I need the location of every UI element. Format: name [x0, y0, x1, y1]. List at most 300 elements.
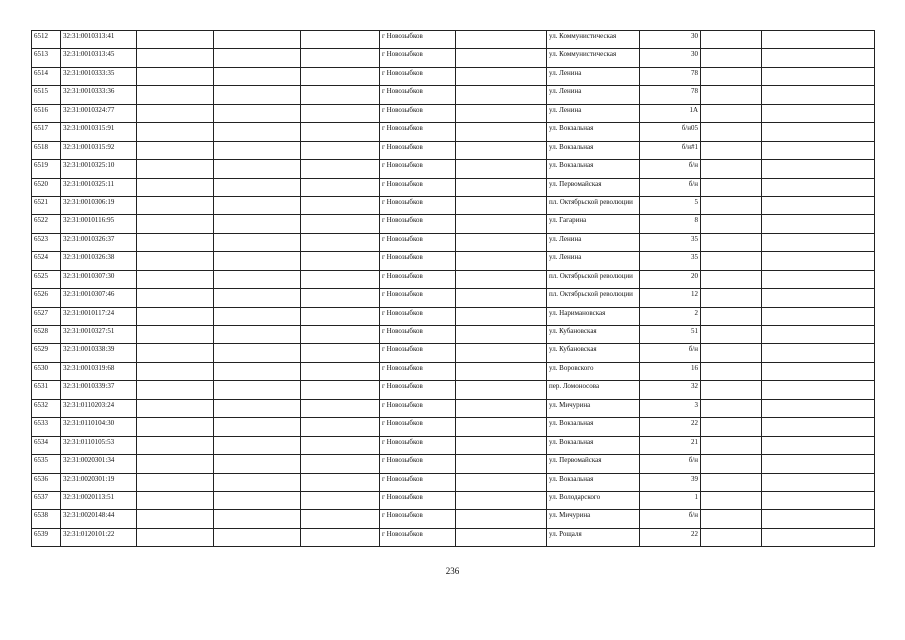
empty-cell [214, 344, 301, 362]
empty-cell [701, 215, 762, 233]
empty-cell [456, 436, 547, 454]
row-number-cell: 6521 [32, 196, 61, 214]
empty-cell [214, 141, 301, 159]
empty-cell [456, 473, 547, 491]
city-cell: г Новозыбков [380, 86, 456, 104]
cadastral-number-cell: 32:31:0020301:19 [61, 473, 137, 491]
empty-cell [456, 104, 547, 122]
empty-cell [137, 31, 214, 49]
empty-cell [214, 178, 301, 196]
table-row [32, 381, 875, 399]
empty-cell [701, 362, 762, 380]
street-cell: ул. Кубановская [547, 326, 640, 344]
empty-cell [301, 473, 380, 491]
empty-cell [701, 233, 762, 251]
empty-cell [137, 344, 214, 362]
house-number-cell: 35 [640, 233, 701, 251]
empty-cell [137, 491, 214, 509]
row-number-cell: 6518 [32, 141, 61, 159]
house-number-cell: 30 [640, 49, 701, 67]
row-number-cell: 6514 [32, 67, 61, 85]
empty-cell [762, 160, 875, 178]
empty-cell [762, 196, 875, 214]
empty-cell [762, 399, 875, 417]
city-cell: г Новозыбков [380, 436, 456, 454]
empty-cell [762, 528, 875, 546]
empty-cell [301, 178, 380, 196]
empty-cell [456, 326, 547, 344]
cadastral-number-cell: 32:31:0010338:39 [61, 344, 137, 362]
empty-cell [137, 67, 214, 85]
table-row [32, 67, 875, 85]
empty-cell [214, 510, 301, 528]
city-cell: г Новозыбков [380, 104, 456, 122]
table-row [32, 289, 875, 307]
street-cell: ул. Вокзальная [547, 160, 640, 178]
empty-cell [456, 123, 547, 141]
empty-cell [301, 326, 380, 344]
empty-cell [214, 399, 301, 417]
table-row [32, 104, 875, 122]
cadastral-number-cell: 32:31:0010326:37 [61, 233, 137, 251]
cadastral-number-cell: 32:31:0010117:24 [61, 307, 137, 325]
empty-cell [456, 67, 547, 85]
empty-cell [214, 473, 301, 491]
empty-cell [762, 418, 875, 436]
row-number-cell: 6516 [32, 104, 61, 122]
empty-cell [301, 160, 380, 178]
house-number-cell: 2 [640, 307, 701, 325]
empty-cell [762, 49, 875, 67]
empty-cell [456, 381, 547, 399]
empty-cell [214, 491, 301, 509]
row-number-cell: 6513 [32, 49, 61, 67]
row-number-cell: 6530 [32, 362, 61, 380]
empty-cell [456, 31, 547, 49]
street-cell: ул. Первомайская [547, 178, 640, 196]
empty-cell [214, 67, 301, 85]
street-cell: ул. Ленина [547, 67, 640, 85]
table-row [32, 178, 875, 196]
cadastral-number-cell: 32:31:0010319:68 [61, 362, 137, 380]
empty-cell [214, 418, 301, 436]
table-row [32, 270, 875, 288]
empty-cell [137, 141, 214, 159]
empty-cell [301, 399, 380, 417]
empty-cell [701, 307, 762, 325]
cadastral-number-cell: 32:31:0110105:53 [61, 436, 137, 454]
street-cell: ул. Вокзальная [547, 436, 640, 454]
cadastral-number-cell: 32:31:0010307:30 [61, 270, 137, 288]
empty-cell [214, 86, 301, 104]
house-number-cell: б/н [640, 344, 701, 362]
table-row [32, 436, 875, 454]
empty-cell [456, 418, 547, 436]
table-row [32, 399, 875, 417]
empty-cell [301, 215, 380, 233]
empty-cell [137, 160, 214, 178]
empty-cell [214, 362, 301, 380]
empty-cell [456, 289, 547, 307]
empty-cell [762, 104, 875, 122]
empty-cell [701, 178, 762, 196]
empty-cell [701, 31, 762, 49]
cadastral-number-cell: 32:31:0020301:34 [61, 455, 137, 473]
row-number-cell: 6527 [32, 307, 61, 325]
empty-cell [456, 233, 547, 251]
empty-cell [456, 196, 547, 214]
row-number-cell: 6512 [32, 31, 61, 49]
empty-cell [762, 233, 875, 251]
house-number-cell: б/н05 [640, 123, 701, 141]
row-number-cell: 6533 [32, 418, 61, 436]
empty-cell [701, 473, 762, 491]
house-number-cell: 20 [640, 270, 701, 288]
city-cell: г Новозыбков [380, 455, 456, 473]
city-cell: г Новозыбков [380, 270, 456, 288]
empty-cell [301, 344, 380, 362]
city-cell: г Новозыбков [380, 141, 456, 159]
cadastral-number-cell: 32:31:0010325:11 [61, 178, 137, 196]
cadastral-number-cell: 32:31:0010307:46 [61, 289, 137, 307]
cadastral-number-cell: 32:31:0010315:91 [61, 123, 137, 141]
cadastral-number-cell: 32:31:0010327:51 [61, 326, 137, 344]
city-cell: г Новозыбков [380, 289, 456, 307]
street-cell: пл. Октябрьской революции [547, 270, 640, 288]
empty-cell [301, 233, 380, 251]
empty-cell [137, 178, 214, 196]
table-row [32, 233, 875, 251]
city-cell: г Новозыбков [380, 326, 456, 344]
city-cell: г Новозыбков [380, 510, 456, 528]
house-number-cell: б/н [640, 455, 701, 473]
empty-cell [214, 252, 301, 270]
empty-cell [137, 289, 214, 307]
empty-cell [301, 362, 380, 380]
empty-cell [214, 123, 301, 141]
table-row [32, 123, 875, 141]
cadastral-number-cell: 32:31:0110104:30 [61, 418, 137, 436]
empty-cell [301, 141, 380, 159]
empty-cell [137, 528, 214, 546]
empty-cell [456, 86, 547, 104]
city-cell: г Новозыбков [380, 160, 456, 178]
table-row [32, 491, 875, 509]
row-number-cell: 6531 [32, 381, 61, 399]
house-number-cell: 21 [640, 436, 701, 454]
house-number-cell: б/н [640, 178, 701, 196]
empty-cell [214, 31, 301, 49]
cadastral-number-cell: 32:31:0010333:35 [61, 67, 137, 85]
cadastral-number-cell: 32:31:0010333:36 [61, 86, 137, 104]
empty-cell [214, 104, 301, 122]
empty-cell [701, 510, 762, 528]
empty-cell [301, 31, 380, 49]
empty-cell [456, 362, 547, 380]
street-cell: пл. Октябрьской революции [547, 289, 640, 307]
empty-cell [762, 178, 875, 196]
empty-cell [701, 528, 762, 546]
empty-cell [762, 326, 875, 344]
city-cell: г Новозыбков [380, 233, 456, 251]
city-cell: г Новозыбков [380, 196, 456, 214]
empty-cell [301, 104, 380, 122]
empty-cell [762, 491, 875, 509]
table-row [32, 252, 875, 270]
empty-cell [701, 436, 762, 454]
street-cell: ул. Рощаля [547, 528, 640, 546]
empty-cell [214, 270, 301, 288]
street-cell: ул. Ленина [547, 104, 640, 122]
row-number-cell: 6535 [32, 455, 61, 473]
row-number-cell: 6522 [32, 215, 61, 233]
empty-cell [762, 141, 875, 159]
cadastral-number-cell: 32:31:0010306:19 [61, 196, 137, 214]
table-row [32, 31, 875, 49]
empty-cell [701, 455, 762, 473]
empty-cell [762, 381, 875, 399]
empty-cell [762, 67, 875, 85]
city-cell: г Новозыбков [380, 399, 456, 417]
cadastral-number-cell: 32:31:0010313:41 [61, 31, 137, 49]
empty-cell [762, 473, 875, 491]
table-row [32, 49, 875, 67]
empty-cell [762, 215, 875, 233]
row-number-cell: 6524 [32, 252, 61, 270]
empty-cell [456, 141, 547, 159]
row-number-cell: 6517 [32, 123, 61, 141]
empty-cell [701, 491, 762, 509]
cadastral-number-cell: 32:31:0020148:44 [61, 510, 137, 528]
city-cell: г Новозыбков [380, 215, 456, 233]
empty-cell [701, 86, 762, 104]
row-number-cell: 6529 [32, 344, 61, 362]
city-cell: г Новозыбков [380, 344, 456, 362]
table-row [32, 528, 875, 546]
empty-cell [701, 141, 762, 159]
empty-cell [456, 270, 547, 288]
empty-cell [137, 473, 214, 491]
table-row [32, 215, 875, 233]
empty-cell [456, 344, 547, 362]
row-number-cell: 6536 [32, 473, 61, 491]
row-number-cell: 6537 [32, 491, 61, 509]
empty-cell [137, 270, 214, 288]
empty-cell [137, 123, 214, 141]
street-cell: ул. Мичурина [547, 399, 640, 417]
empty-cell [214, 307, 301, 325]
street-cell: ул. Ленина [547, 252, 640, 270]
cadastral-number-cell: 32:31:0010116:95 [61, 215, 137, 233]
empty-cell [301, 86, 380, 104]
cadastral-number-cell: 32:31:0120101:22 [61, 528, 137, 546]
empty-cell [701, 49, 762, 67]
empty-cell [456, 455, 547, 473]
empty-cell [301, 418, 380, 436]
empty-cell [301, 270, 380, 288]
empty-cell [701, 344, 762, 362]
empty-cell [456, 215, 547, 233]
street-cell: ул. Вокзальная [547, 418, 640, 436]
empty-cell [214, 436, 301, 454]
empty-cell [701, 381, 762, 399]
street-cell: пер. Ломоносова [547, 381, 640, 399]
street-cell: ул. Вокзальная [547, 123, 640, 141]
house-number-cell: 3 [640, 399, 701, 417]
empty-cell [762, 289, 875, 307]
house-number-cell: 35 [640, 252, 701, 270]
empty-cell [214, 160, 301, 178]
row-number-cell: 6539 [32, 528, 61, 546]
cadastral-number-cell: 32:31:0010313:45 [61, 49, 137, 67]
empty-cell [137, 381, 214, 399]
table-row [32, 362, 875, 380]
empty-cell [137, 196, 214, 214]
table-row [32, 86, 875, 104]
house-number-cell: 39 [640, 473, 701, 491]
empty-cell [762, 270, 875, 288]
empty-cell [762, 362, 875, 380]
empty-cell [701, 418, 762, 436]
row-number-cell: 6520 [32, 178, 61, 196]
empty-cell [762, 436, 875, 454]
city-cell: г Новозыбков [380, 491, 456, 509]
empty-cell [456, 491, 547, 509]
street-cell: ул. Гагарина [547, 215, 640, 233]
empty-cell [214, 381, 301, 399]
house-number-cell: 1А [640, 104, 701, 122]
row-number-cell: 6523 [32, 233, 61, 251]
house-number-cell: 16 [640, 362, 701, 380]
street-cell: ул. Наримановская [547, 307, 640, 325]
empty-cell [301, 289, 380, 307]
house-number-cell: 78 [640, 86, 701, 104]
street-cell: ул. Коммунистическая [547, 49, 640, 67]
row-number-cell: 6526 [32, 289, 61, 307]
house-number-cell: 30 [640, 31, 701, 49]
empty-cell [456, 528, 547, 546]
cadastral-number-cell: 32:31:0020113:51 [61, 491, 137, 509]
house-number-cell: 22 [640, 418, 701, 436]
page-number: 236 [445, 566, 460, 576]
city-cell: г Новозыбков [380, 307, 456, 325]
empty-cell [214, 326, 301, 344]
row-number-cell: 6519 [32, 160, 61, 178]
empty-cell [762, 510, 875, 528]
empty-cell [762, 307, 875, 325]
empty-cell [301, 436, 380, 454]
empty-cell [762, 252, 875, 270]
cadastral-number-cell: 32:31:0010315:92 [61, 141, 137, 159]
house-number-cell: 5 [640, 196, 701, 214]
empty-cell [137, 436, 214, 454]
empty-cell [137, 307, 214, 325]
table-row [32, 326, 875, 344]
cadastral-number-cell: 32:31:0010326:38 [61, 252, 137, 270]
empty-cell [456, 178, 547, 196]
table-row [32, 455, 875, 473]
empty-cell [301, 123, 380, 141]
cadastral-number-cell: 32:31:0010324:77 [61, 104, 137, 122]
street-cell: ул. Коммунистическая [547, 31, 640, 49]
street-cell: ул. Первомайская [547, 455, 640, 473]
empty-cell [214, 528, 301, 546]
empty-cell [456, 307, 547, 325]
empty-cell [214, 233, 301, 251]
empty-cell [137, 399, 214, 417]
cadastral-number-cell: 32:31:0010339:37 [61, 381, 137, 399]
empty-cell [701, 160, 762, 178]
empty-cell [214, 215, 301, 233]
row-number-cell: 6528 [32, 326, 61, 344]
table-row [32, 510, 875, 528]
house-number-cell: б/н#1 [640, 141, 701, 159]
empty-cell [214, 49, 301, 67]
empty-cell [762, 86, 875, 104]
street-cell: ул. Ленина [547, 233, 640, 251]
empty-cell [137, 49, 214, 67]
empty-cell [301, 528, 380, 546]
row-number-cell: 6532 [32, 399, 61, 417]
city-cell: г Новозыбков [380, 31, 456, 49]
street-cell: пл. Октябрьской революции [547, 196, 640, 214]
street-cell: ул. Володарского [547, 491, 640, 509]
empty-cell [701, 399, 762, 417]
house-number-cell: 78 [640, 67, 701, 85]
empty-cell [301, 381, 380, 399]
register-table [31, 30, 875, 547]
city-cell: г Новозыбков [380, 381, 456, 399]
empty-cell [762, 455, 875, 473]
house-number-cell: 8 [640, 215, 701, 233]
house-number-cell: 12 [640, 289, 701, 307]
empty-cell [701, 196, 762, 214]
empty-cell [301, 307, 380, 325]
empty-cell [301, 491, 380, 509]
city-cell: г Новозыбков [380, 123, 456, 141]
empty-cell [701, 104, 762, 122]
register-table-body [32, 31, 875, 547]
street-cell: ул. Вокзальная [547, 473, 640, 491]
empty-cell [456, 252, 547, 270]
empty-cell [456, 510, 547, 528]
empty-cell [456, 160, 547, 178]
empty-cell [301, 510, 380, 528]
empty-cell [137, 455, 214, 473]
city-cell: г Новозыбков [380, 362, 456, 380]
cadastral-number-cell: 32:31:0110203:24 [61, 399, 137, 417]
empty-cell [214, 196, 301, 214]
house-number-cell: б/н [640, 510, 701, 528]
empty-cell [137, 510, 214, 528]
city-cell: г Новозыбков [380, 67, 456, 85]
city-cell: г Новозыбков [380, 418, 456, 436]
house-number-cell: 32 [640, 381, 701, 399]
table-row [32, 418, 875, 436]
table-row [32, 307, 875, 325]
city-cell: г Новозыбков [380, 49, 456, 67]
table-row [32, 196, 875, 214]
empty-cell [701, 270, 762, 288]
empty-cell [137, 215, 214, 233]
empty-cell [701, 326, 762, 344]
street-cell: ул. Ленина [547, 86, 640, 104]
row-number-cell: 6538 [32, 510, 61, 528]
empty-cell [301, 252, 380, 270]
empty-cell [301, 196, 380, 214]
empty-cell [762, 344, 875, 362]
row-number-cell: 6534 [32, 436, 61, 454]
